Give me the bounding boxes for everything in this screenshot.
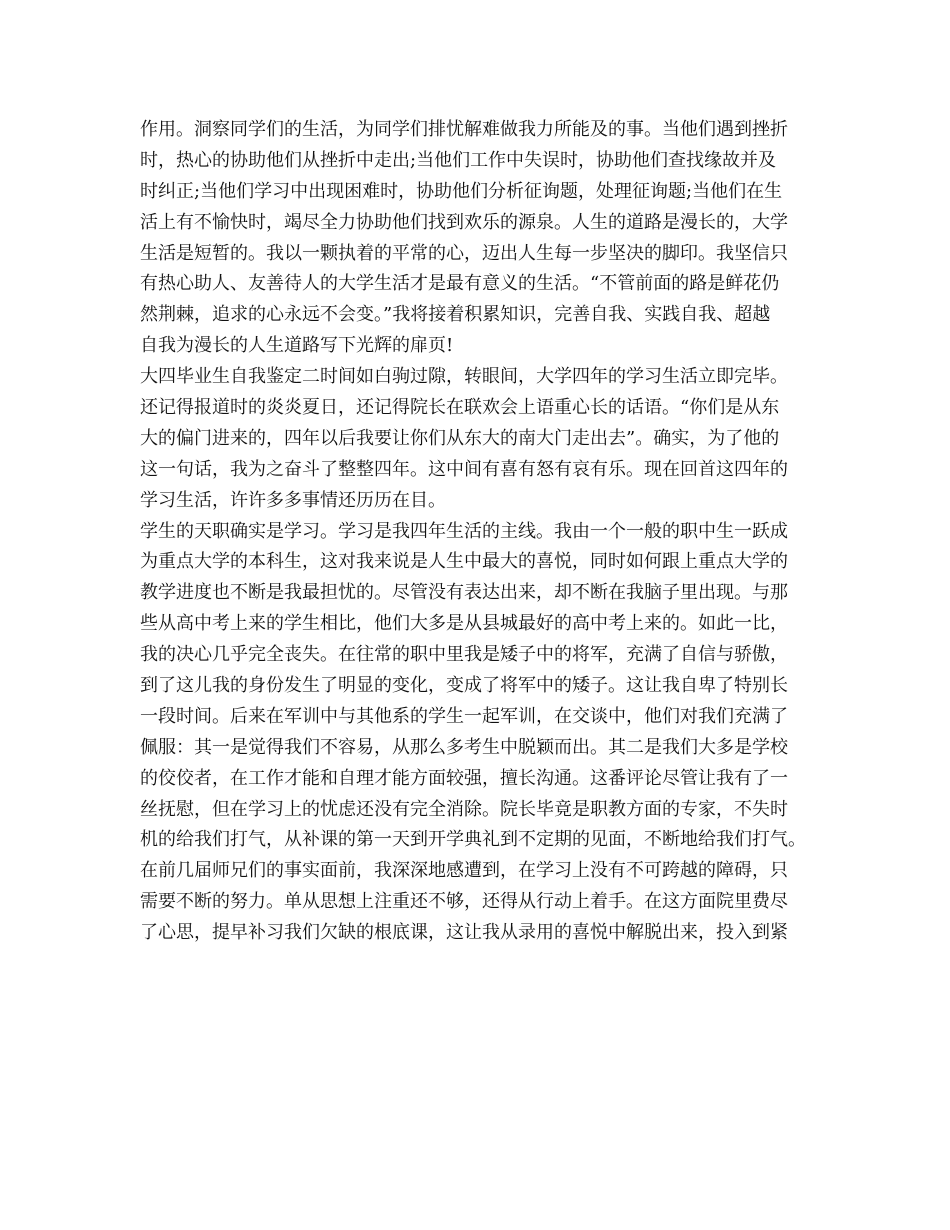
text-line: 教学进度也不断是我最担忧的。尽管没有表达出来，却不断在我脑子里出现。与那	[140, 582, 788, 604]
text-line: 然荆棘，追求的心永远不会变。”我将接着积累知识，完善自我、实践自我、超越	[140, 304, 771, 326]
text-line: 学生的天职确实是学习。学习是我四年生活的主线。我由一个一般的职中生一跃成	[140, 520, 788, 542]
text-line: 作用。洞察同学们的生活，为同学们排忧解难做我力所能及的事。当他们遇到挫折	[140, 119, 788, 140]
text-line: 自我为漫长的人生道路写下光辉的扉页!	[140, 335, 454, 357]
document-body	[140, 115, 830, 949]
text-line: 机的给我们打气，从补课的第一天到开学典礼到不定期的见面，不断地给我们打气。	[140, 829, 806, 851]
text-line: 我的决心几乎完全丧失。在往常的职中里我是矮子中的将军，充满了自信与骄傲，	[140, 644, 788, 666]
text-line: 需要不断的努力。单从思想上注重还不够，还得从行动上着手。在这方面院里费尽	[140, 891, 788, 913]
text-line: 为重点大学的本科生，这对我来说是人生中最大的喜悦，同时如何跟上重点大学的	[140, 551, 788, 573]
text-line: 活上有不愉快时，竭尽全力协助他们找到欢乐的源泉。人生的道路是漫长的，大学	[140, 211, 788, 233]
text-line: 一段时间。后来在军训中与其他系的学生一起军训，在交谈中，他们对我们充满了	[140, 705, 788, 727]
text-line: 的佼佼者，在工作才能和自理才能方面较强，擅长沟通。这番评论尽管让我有了一	[140, 767, 788, 789]
text-line: 大的偏门进来的，四年以后我要让你们从东大的南大门走出去”。确实，为了他的	[140, 427, 780, 449]
text-line: 还记得报道时的炎炎夏日，还记得院长在联欢会上语重心长的话语。“你们是从东	[140, 397, 780, 419]
text-line: 丝抚慰，但在学习上的忧虑还没有完全消除。院长毕竟是职教方面的专家，不失时	[140, 798, 788, 820]
text-line: 大四毕业生自我鉴定二时间如白驹过隙，转眼间，大学四年的学习生活立即完毕。	[140, 366, 788, 388]
text-line: 在前几届师兄们的事实面前，我深深地感遭到，在学习上没有不可跨越的障碍，只	[140, 860, 788, 882]
text-line: 有热心助人、友善待人的大学生活才是最有意义的生活。“不管前面的路是鲜花仍	[140, 273, 780, 295]
text-line: 些从高中考上来的学生相比，他们大多是从县城最好的高中考上来的。如此一比，	[140, 613, 788, 635]
text-line: 到了这儿我的身份发生了明显的变化，变成了将军中的矮子。这让我自卑了特别长	[140, 675, 788, 697]
text-line: 学习生活，许许多多事情还历历在目。	[140, 489, 446, 511]
text-line: 生活是短暂的。我以一颗执着的平常的心，迈出人生每一步坚决的脚印。我坚信只	[140, 242, 788, 264]
text-line: 时纠正;当他们学习中出现困难时，协助他们分析征询题，处理征询题;当他们在生	[140, 180, 783, 202]
text-line: 时，热心的协助他们从挫折中走出;当他们工作中失误时，协助他们查找缘故并及	[140, 149, 777, 171]
text-line: 佩服：其一是觉得我们不容易，从那么多考生中脱颖而出。其二是我们大多是学校	[140, 736, 788, 758]
text-line: 了心思，提早补习我们欠缺的根底课，这让我从录用的喜悦中解脱出来，投入到紧	[140, 922, 788, 944]
text-line: 这一句话，我为之奋斗了整整四年。这中间有喜有怒有哀有乐。现在回首这四年的	[140, 458, 788, 480]
